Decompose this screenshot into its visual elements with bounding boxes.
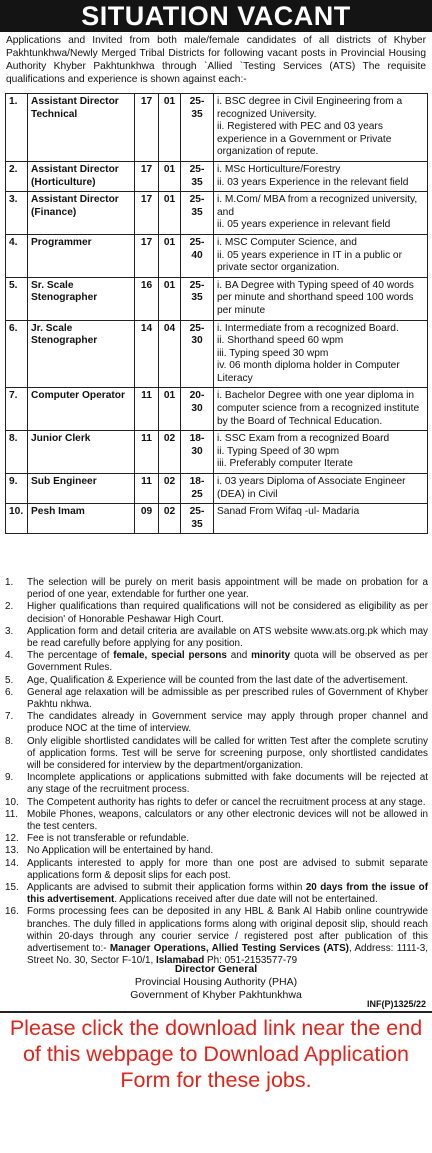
note-item: 12. Fee is not transferable or refundable. — [5, 833, 189, 845]
government-name: Government of Khyber Pakhtunkhwa — [130, 988, 302, 1001]
qualification-line: ii. Shorthand speed 60 wpm — [217, 335, 344, 347]
age-limit: 25-35 — [181, 94, 214, 162]
number-of-posts: 01 — [159, 192, 181, 235]
table-row — [6, 192, 428, 235]
number-of-posts: 01 — [159, 277, 181, 320]
age-limit: 25-35 — [181, 192, 214, 235]
note-item: 9. Incomplete applications or applications submitted with fake documents will be rejected at any stage of the recruitment process. — [5, 772, 428, 796]
bps-scale: 17 — [135, 161, 159, 191]
bps-scale: 11 — [135, 474, 159, 504]
bps-scale: 09 — [135, 504, 159, 534]
serial-number: 6. — [6, 320, 28, 388]
number-of-posts: 02 — [159, 474, 181, 504]
intro-paragraph: Applications and Invited from both male/female candidates of all districts of Khyber Pakhtunkhwa/Newly Merged Tribal Districts for following vacant posts in Provincial Housing Authority Khyber Pakhtunkhwa through `Allied `Testing Services (ATS) The requisite qualifications and experience is shown against each:- — [6, 35, 426, 85]
post-name: Computer Operator — [28, 388, 135, 431]
qualification-line: i. Intermediate from a recognized Board. — [217, 322, 399, 334]
serial-number: 5. — [6, 277, 28, 320]
table-row — [6, 234, 428, 277]
table-row — [6, 320, 428, 388]
qualification-cell — [214, 161, 428, 191]
age-limit: 25-35 — [181, 277, 214, 320]
note-item: 4. The percentage of female, special persons and minority quota will be observed as per Government Rules. — [5, 650, 428, 674]
note-item: 6. General age relaxation will be admissible as per prescribed rules of Government of Khyber Pakhtu nkhwa. — [5, 686, 428, 711]
divider — [0, 1011, 432, 1013]
qualification-line: i. M.Com/ MBA from a recognized university, and — [217, 194, 418, 218]
qualification-cell — [214, 504, 428, 534]
post-name: Assistant Director (Horticulture) — [28, 161, 135, 191]
qualification-line: Sanad From Wifaq -ul- Madaria — [217, 506, 360, 518]
authority-name: Provincial Housing Authority (PHA) — [134, 975, 298, 988]
number-of-posts: 01 — [159, 388, 181, 431]
note-item: 7. The candidates already in Government service may apply through proper channel and produce NOC at the time of interview. — [5, 711, 428, 735]
age-limit: 25-30 — [181, 320, 214, 388]
bps-scale: 17 — [135, 234, 159, 277]
note-item: 3. Application form and detail criteria are available on ATS website www.ats.org.pk which may be read carefully before applying for any position. — [5, 625, 428, 650]
bps-scale: 17 — [135, 192, 159, 235]
advertisement-title: SITUATION VACANT — [0, 0, 432, 32]
age-limit: 25-40 — [181, 234, 214, 277]
qualification-cell — [214, 474, 428, 504]
table-row — [6, 277, 428, 320]
post-name: Programmer — [28, 234, 135, 277]
qualification-cell — [214, 192, 428, 235]
note-item: 1. The selection will be purely on merit basis appointment will be made on probation for a period of one year, extendable for further one year. — [5, 577, 428, 601]
bps-scale: 14 — [135, 320, 159, 388]
qualification-line: i. BSC degree in Civil Engineering from a recognized University. — [217, 96, 403, 120]
posts-table — [5, 93, 428, 534]
serial-number: 3. — [6, 192, 28, 235]
note-item: 11. Mobile Phones, weapons, calculators or any other electronic devices will not be allowed in the test centers. — [5, 808, 428, 833]
reference-number: INF(P)1325/22 — [366, 999, 426, 1009]
qualification-cell — [214, 320, 428, 388]
qualification-line: ii. 05 years experience in relevant field — [217, 219, 391, 231]
qualification-line: i. SSC Exam from a recognized Board — [217, 433, 390, 445]
qualification-line: i. Bachelor Degree with one year diploma in computer science from a recognized institute by the Board of Technical Education. — [217, 390, 420, 427]
qualification-cell — [214, 431, 428, 474]
post-name: Sr. Scale Stenographer — [28, 277, 135, 320]
signature-block — [0, 963, 432, 1001]
number-of-posts: 01 — [159, 94, 181, 162]
table-row — [6, 504, 428, 534]
qualification-cell — [214, 94, 428, 162]
age-limit: 25-35 — [181, 504, 214, 534]
qualification-line: i. BA Degree with Typing speed of 40 words per minute and shorthand speed 100 words per minute — [217, 279, 414, 316]
note-item: 13. No Application will be entertained by hand. — [5, 845, 214, 857]
age-limit: 18-30 — [181, 431, 214, 474]
post-name: Sub Engineer — [28, 474, 135, 504]
note-item: 5. Age, Qualification & Experience will be counted from the last date of the advertisement. — [5, 674, 408, 686]
qualification-line: iii. Typing speed 30 wpm — [217, 347, 329, 359]
note-item: 15. Applicants are advised to submit their application forms within 20 days from the issue of this advertisement. Applications received after due date will not be entertained. — [5, 882, 428, 906]
bps-scale: 11 — [135, 388, 159, 431]
bps-scale: 16 — [135, 277, 159, 320]
qualification-line: ii. Typing Speed of 30 wpm — [217, 445, 340, 457]
number-of-posts: 02 — [159, 431, 181, 474]
number-of-posts: 01 — [159, 234, 181, 277]
age-limit: 25-35 — [181, 161, 214, 191]
number-of-posts: 01 — [159, 161, 181, 191]
serial-number: 4. — [6, 234, 28, 277]
download-notice: Please click the download link near the end of this webpage to Download Application Form for these jobs. — [9, 1016, 423, 1092]
qualification-line: ii. 05 years experience in IT in a public or private sector organization. — [217, 249, 402, 274]
qualification-cell — [214, 277, 428, 320]
qualification-line: i. 03 years Diploma of Associate Engineer (DEA) in Civil — [217, 476, 406, 500]
serial-number: 1. — [6, 94, 28, 162]
number-of-posts: 02 — [159, 504, 181, 534]
note-item: 14. Applicants interested to apply for more than one post are advised to submit separate applications form & deposit slips for each post. — [5, 857, 428, 881]
post-name: Junior Clerk — [28, 431, 135, 474]
post-name: Assistant Director Technical — [28, 94, 135, 162]
number-of-posts: 04 — [159, 320, 181, 388]
qualification-line: i. MSC Computer Science, and — [217, 236, 357, 248]
qualification-line: ii. Registered with PEC and 03 years experience in a Government or Private organization of repute. — [217, 121, 392, 158]
qualification-line: iii. Preferably computer Iterate — [217, 458, 353, 470]
qualification-line: i. MSc Horticulture/Forestry — [217, 163, 341, 175]
serial-number: 9. — [6, 474, 28, 504]
table-row — [6, 431, 428, 474]
terms-list — [5, 577, 428, 968]
bps-scale: 17 — [135, 94, 159, 162]
qualification-cell — [214, 388, 428, 431]
signatory-title: Director General — [174, 963, 258, 975]
serial-number: 8. — [6, 431, 28, 474]
table-row — [6, 94, 428, 162]
qualification-cell — [214, 234, 428, 277]
note-item: 16. Forms processing fees can be deposited in any HBL & Bank Al Habib online countrywide branches. The duly filled in applications forms along with original deposit slip, should reach within 20-days through any courier service / registered post after publication of this advertisement to:- Manager Operations, Allied Testing Services (ATS), Address: 1111-3, Street No. 30, Sector F-10/1, Islamabad Ph: 051-2153577-79 — [5, 906, 428, 967]
serial-number: 10. — [6, 504, 28, 534]
note-item: 8. Only eligible shortlisted candidates will be called for written Test after the complete scrutiny of application forms. Test will be serve for screening purpose, only shortlisted candidates will be considered for interview by the department/organization. — [5, 735, 428, 772]
serial-number: 2. — [6, 161, 28, 191]
post-name: Pesh Imam — [28, 504, 135, 534]
note-item: 2. Higher qualifications than required qualifications will not be considered as eligibility as per decision' of Honorable Peshawar High Court. — [5, 601, 428, 625]
table-row — [6, 474, 428, 504]
table-row — [6, 388, 428, 431]
bps-scale: 11 — [135, 431, 159, 474]
table-row — [6, 161, 428, 191]
serial-number: 7. — [6, 388, 28, 431]
qualification-line: ii. 03 years Experience in the relevant field — [217, 176, 409, 188]
post-name: Jr. Scale Stenographer — [28, 320, 135, 388]
age-limit: 18-25 — [181, 474, 214, 504]
qualification-line: iv. 06 month diploma holder in Computer Literacy — [217, 360, 400, 384]
age-limit: 20-30 — [181, 388, 214, 431]
note-item: 10. The Competent authority has rights to defer or cancel the recruitment process at any stage. — [5, 796, 426, 808]
post-name: Assistant Director (Finance) — [28, 192, 135, 235]
